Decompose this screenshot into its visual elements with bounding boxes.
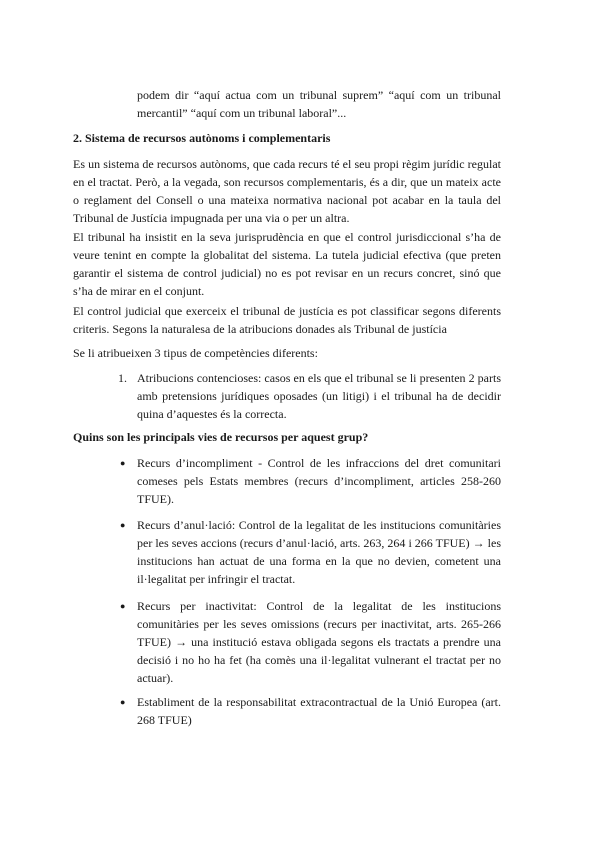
bullet-icon: ● [120,601,126,611]
section-heading: 2. Sistema de recursos autònoms i complementaris [73,131,331,145]
intro-continuation: podem dir “aquí actua com un tribunal suprem” “aquí com un tribunal mercantil” “aquí com un tribunal laboral”... [137,88,501,120]
bullet-icon: ● [120,697,126,707]
bullet-icon: ● [120,458,126,468]
bullet-item-anullacio: Recurs d’anul·lació: Control de la legalitat de les institucions comunitàries per les seves accions (recurs d’anul·lació, arts. 263, 264 i 266 TFUE) → les institucions han actuat de una forma en la que no devien, cometent una il·legalitat per infringir el tractat. [137,518,501,586]
bullet-item-incompliment: Recurs d’incompliment - Control de les infraccions del dret comunitari comeses pels Estats membres (recurs d’incompliment, articles 258-260 TFUE). [137,456,501,506]
list-number: 1. [118,371,127,385]
paragraph-1: Es un sistema de recursos autònoms, que cada recurs té el seu propi règim jurídic regulat en el tractat. Però, a la vegada, son recursos complementaris, és a dir, que un mateix acte o reglament del Consell o una mateixa normativa nacional pot acabar en la taula del Tribunal de Justícia impugnada per una via o per un altra. [73,157,501,225]
list-item: Atribucions contencioses: casos en els que el tribunal se li presenten 2 parts amb pretensions jurídiques oposades (un litigi) i el tribunal ha de decidir quina d’aquestes és la correcta. [137,371,501,421]
bullet-icon: ● [120,520,126,530]
paragraph-3: El control judicial que exerceix el tribunal de justícia es pot classificar segons diferents criteris. Segons la naturalesa de la atribucions donades als Tribunal de justícia [73,304,501,336]
bullet-item-inactivitat: Recurs per inactivitat: Control de la legalitat de les institucions comunitàries per les seves omissions (recurs per inactivitat, arts. 265-266 TFUE) → una institució estava obligada segons els tractats a prendre una decisió i no ho ha fet (ha comès una il·legalitat vulnerant el tractat per no actuar). [137,599,501,685]
paragraph-4: Se li atribueixen 3 tipus de competències diferents: [73,346,318,360]
bullet-item-responsabilitat: Establiment de la responsabilitat extracontractual de la Unió Europea (art. 268 TFUE) [137,695,501,727]
question-heading: Quins son les principals vies de recursos per aquest grup? [73,430,369,444]
paragraph-2: El tribunal ha insistit en la seva jurisprudència en que el control jurisdiccional s’ha de veure tenint en compte la globalitat del sistema. La tutela judicial efectiva (que preten garantir el sistema de control judicial) no es pot revisar en un recurs concret, sinó que s’ha de mirar en el conjunt. [73,230,501,298]
